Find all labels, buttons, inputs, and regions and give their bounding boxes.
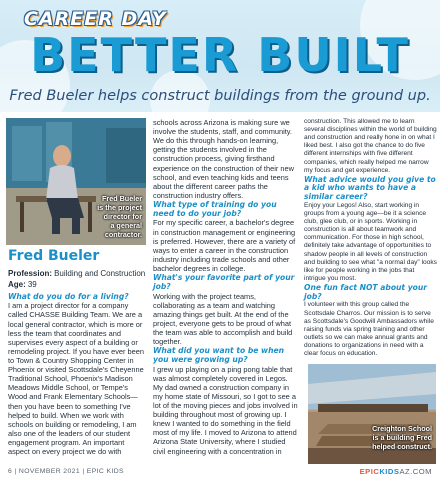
age-label: Age: — [8, 279, 26, 289]
answer-text: construction. This allowed me to learn several disciplines within the world of building and construction and really hone in on what I liked best. I also got the chance to do five different internships with five different companies, which really helped me narrow my focus and get experience. — [304, 118, 437, 174]
page-subtitle: Fred Bueler helps construct buildings from the ground up. — [9, 88, 431, 104]
footer-site-part: KIDS — [379, 467, 400, 476]
profession-fact — [8, 269, 146, 279]
answer-text: I grew up playing on a ping pong table that was almost completely covered in Legos. My dad owned a construction company in my home state of Missouri, so I got to see a lot of the moving pieces and jobs involved in building throughout most of growing up. I knew I wanted to do something in the field most of my life. I moved to Arizona to attend Arizona State University, where I studied civil engineering with a concentration in — [153, 364, 298, 456]
caption-line: is a building Fred — [372, 433, 432, 442]
caption-line: Fred Bueler — [102, 194, 142, 203]
footer-site-part: AZ.COM — [399, 467, 432, 476]
footer-site-part: EPIC — [359, 467, 380, 476]
answer-text: schools across Arizona is making sure we involve the students, staff, and community. We do this through hands-on learning, getting the students involved in the construction process, giving firsthand experience on the construction of their new school, and even teaching kids and teens about the different career paths the construction industry offers. — [153, 118, 294, 200]
profession-value: Building and Construction — [54, 269, 146, 278]
caption-line: contractor. — [104, 230, 142, 239]
question-heading: What do you do for a living? — [8, 291, 129, 301]
column-right — [304, 118, 437, 359]
creighton-school-photo — [308, 364, 436, 464]
page-title: BETTER BUILT — [30, 28, 410, 82]
profession-label: Profession: — [8, 269, 53, 278]
caption-line: a general — [110, 221, 142, 230]
column-left — [8, 269, 146, 456]
age-fact — [8, 280, 146, 290]
answer-text: I am a project director for a company called CHASSE Building Team. We are a local general contractor, which is more or less the team that coordinates and supervises every aspect of a building or remodeling project. If you have ever been to Town & Country Shopping Center in Phoenix or visited Scottsdale's Cheyenne Traditional School, Phoenix's Madison Meadows Middle School, or Tempe's Wood and Frank Elementary Schools—then you have been to something I've helped to build. When we work with schools on building or remodeling, I am also one of the leaders of our student engagement program. An important aspect on every project we do with — [8, 301, 144, 457]
profile-name: Fred Bueler — [8, 248, 100, 264]
question-heading: What did you want to be when you were growing up? — [153, 346, 285, 364]
career-day-kicker: CAREER DAY — [24, 8, 167, 30]
footer-page-info: 6 | NOVEMBER 2021 | EPIC KIDS — [8, 468, 124, 475]
question-heading: One fun fact NOT about your job? — [304, 283, 428, 301]
answer-text: Enjoy your Legos! Also, start working in groups from a young age—be it a science club, glee club, or in sports. Working in construction is all about teamwork and communication. For those in high school, definitely take advantage of opportunities to shadow people in all levels of construction and building to see what "a normal day" looks like for people working in the jobs that intrigue you most. — [304, 201, 437, 282]
photo-caption — [97, 194, 142, 239]
caption-line: director for — [103, 212, 142, 221]
caption-line: Creighton School — [372, 424, 432, 433]
answer-text: Working with the project teams, collaborating as a team and watching amazing things get built. At the end of the project, everyone gets to be proud of what the team was able to accomplish and build together. — [153, 291, 293, 347]
caption-line: is the project — [97, 203, 142, 212]
footer-website — [360, 467, 432, 476]
question-heading: What type of training do you need to do your job? — [153, 199, 277, 218]
column-middle — [153, 118, 298, 457]
question-heading: What advice would you give to a kid who wants to have a similar career? — [304, 174, 436, 202]
photo-caption — [372, 424, 432, 451]
caption-line: helped construct. — [372, 442, 432, 451]
answer-text: I volunteer with this group called the Scottsdale Charros. Our mission is to serve as Scottsdale's Goodwill Ambassadors while raising funds via spring training and other outlets so we can make annual grants and donations to organizations in need with a clear focus on education. — [304, 301, 434, 358]
header-banner — [0, 0, 440, 112]
age-value: 39 — [27, 279, 37, 289]
question-heading: What's your favorite part of your job? — [153, 273, 295, 291]
answer-text: For my specific career, a bachelor's degree in construction management or engineering is preferred. However, there are a variety of ways to enter a career in the construction industry including trade schools and other bachelor degrees in college. — [153, 218, 296, 273]
fred-bueler-photo — [6, 118, 146, 245]
